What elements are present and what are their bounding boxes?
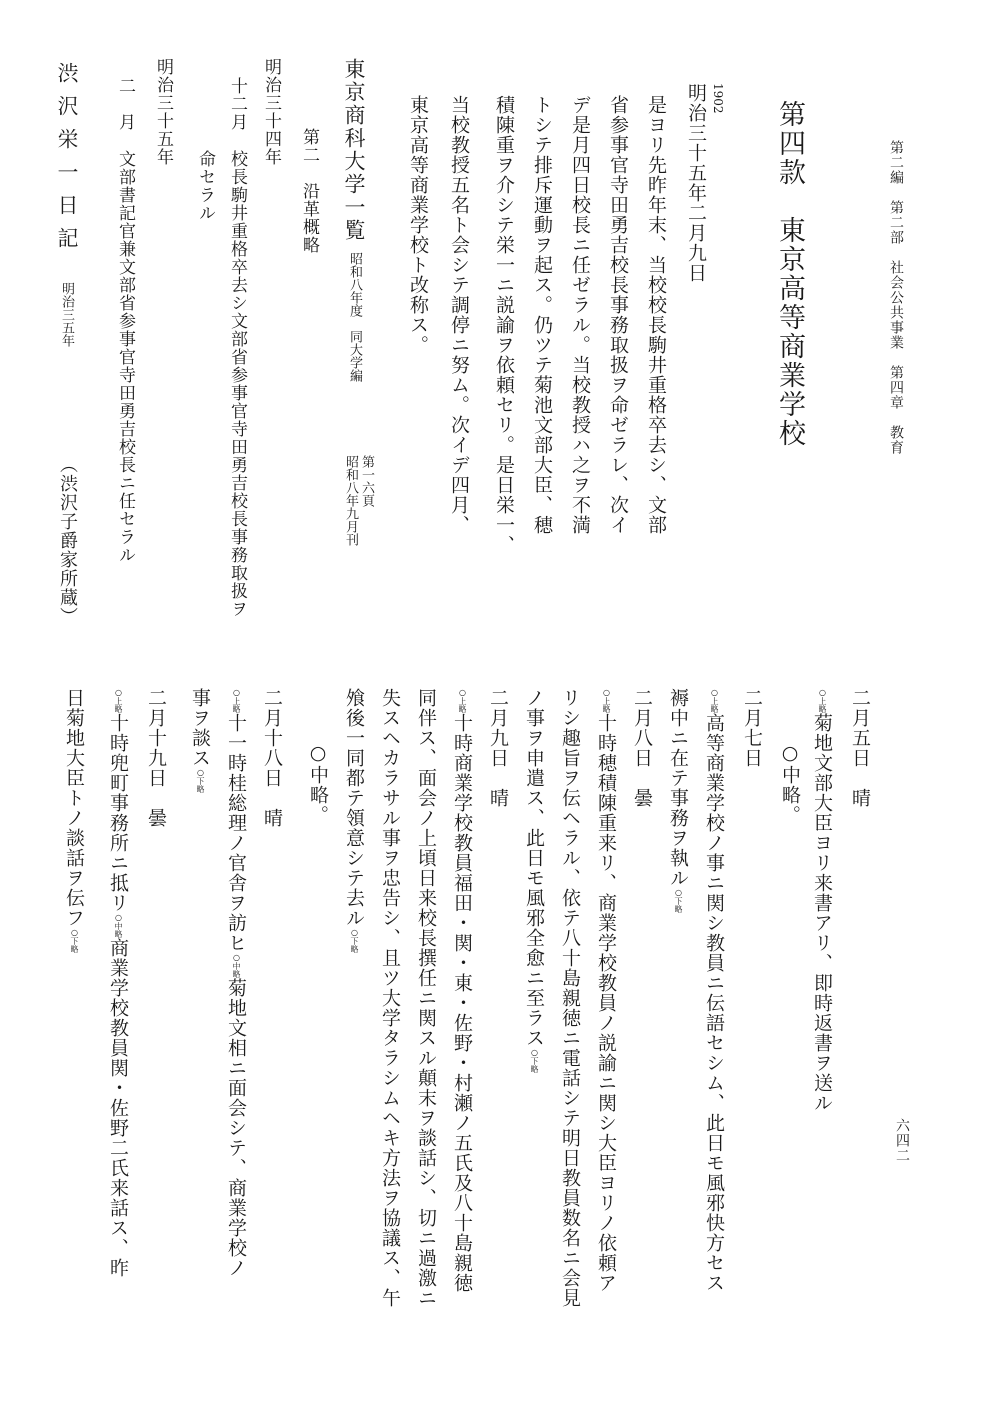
- omission-note: ○中略: [232, 953, 241, 978]
- diary-date: 二月五日 晴: [849, 688, 871, 808]
- western-year: 1902: [711, 83, 725, 114]
- omission-note: ○上略: [818, 688, 827, 713]
- diary-column: ○上略菊地文部大臣ヨリ来書アリ、即時返書ヲ送ル: [811, 688, 833, 1113]
- entry-date: 明治三十五年二月九日: [685, 83, 707, 283]
- record-text: 文部書記官兼文部省参事官寺田勇吉校長ニ任セラル: [115, 150, 135, 564]
- diary-year: 明治三五年: [59, 282, 74, 347]
- running-head: 第二編 第二部 社会公共事業 第四章 教育: [888, 140, 904, 455]
- page-number: 六四二: [894, 1118, 910, 1163]
- entry-line: デ是月四日校長ニ任ゼラル。当校教授ハ之ヲ不満: [569, 95, 591, 535]
- diary-date: 二月十九日 曇: [145, 688, 167, 828]
- omission-note: ○上略: [114, 688, 123, 713]
- diary-column: 失スヘカラサル事ヲ忠告シ、且ツ大学タラシムヘキ方法ヲ協議ス、午: [379, 688, 401, 1308]
- omission-note: ○下略: [70, 928, 79, 953]
- section-title: 第四款 東京高等商業学校: [774, 100, 805, 448]
- month-label: 十二月: [227, 77, 247, 131]
- year-heading: 明治三十四年: [261, 58, 281, 166]
- source-title: 東京商科大学一覧: [342, 58, 366, 242]
- source-subhead: 第二 沿革概略: [299, 128, 319, 254]
- diary-column: ノ事ヲ申遣ス、此日モ風邪全愈ニ至ラス○下略: [523, 688, 545, 1073]
- diary-column: 飧後一同都テ領意シテ去ル○下略: [343, 688, 365, 953]
- source-edition: 昭和八年度 同大学編: [347, 252, 362, 382]
- diary-column: ○上略十一時桂総理ノ官舎ヲ訪ヒ○中略菊地文相ニ面会シテ、商業学校ノ: [225, 688, 247, 1278]
- record-text: 命セラル: [195, 150, 215, 222]
- entry-line: 積陳重ヲ介シテ栄一ニ説諭ヲ依頼セリ。是日栄一、: [493, 95, 515, 555]
- omission-note: ○上略: [232, 688, 241, 713]
- diary-column: ○上略十時兜町事務所ニ抵リ○中略商業学校教員関・佐野二氏来話ス、昨: [107, 688, 129, 1278]
- omission-note: ○下略: [196, 768, 205, 793]
- omission-note: ○上略: [458, 688, 467, 713]
- entry-line: 東京高等商業学校ト改称ス。: [407, 95, 429, 355]
- diary-title: 渋沢栄一日記: [55, 62, 79, 260]
- source-page-ref: 第一六頁: [359, 455, 374, 507]
- month-label: 二 月: [115, 77, 135, 131]
- entry-line: 省参事官寺田勇吉校長事務取扱ヲ命ゼラレ、次イ: [607, 95, 629, 535]
- diary-column: ○上略高等商業学校ノ事ニ関シ教員ニ伝語セシム、此日モ風邪快方セス: [703, 688, 725, 1293]
- diary-date: 二月七日: [741, 688, 763, 768]
- diary-column: 同伴ス、面会ノ上頃日来校長撰任ニ関スル顛末ヲ談話シ、切ニ過激ニ: [415, 688, 437, 1308]
- omission-note: ○上略: [710, 688, 719, 713]
- omission-marker: ○中略。: [307, 722, 329, 825]
- source-pub-date: 昭和八年九月刊: [343, 455, 358, 546]
- diary-date: 二月十八日 晴: [261, 688, 283, 828]
- diary-column: リシ趣旨ヲ伝ヘラル、依テ八十島親徳ニ電話シテ明日教員数名ニ会見: [559, 688, 581, 1308]
- diary-column: ○上略十時商業学校教員福田・関・東・佐野・村瀬ノ五氏及八十島親徳: [451, 688, 473, 1293]
- omission-note: ○下略: [350, 928, 359, 953]
- diary-column: 日菊地大臣トノ談話ヲ伝フ○下略: [63, 688, 85, 953]
- omission-marker: ○中略。: [779, 722, 801, 825]
- omission-note: ○下略: [530, 1048, 539, 1073]
- diary-date: 二月九日 晴: [487, 688, 509, 808]
- year-heading: 明治三十五年: [153, 58, 173, 166]
- diary-column: 事ヲ談ス○下略: [189, 688, 211, 793]
- entry-line: 当校教授五名ト会シテ調停ニ努ム。次イデ四月、: [448, 95, 470, 535]
- entry-line: 是ヨリ先昨年末、当校校長駒井重格卒去シ、文部: [645, 95, 667, 535]
- diary-column: ○上略十時穂積陳重来リ、商業学校教員ノ説諭ニ関シ大臣ヨリノ依頼ア: [595, 688, 617, 1293]
- diary-column: 褥中ニ在テ事務ヲ執ル○下略: [667, 688, 689, 913]
- diary-date: 二月八日 曇: [631, 688, 653, 808]
- entry-line: トシテ排斥運動ヲ起ス。仍ツテ菊池文部大臣、穂: [531, 95, 553, 535]
- diary-owner: （渋沢子爵家所蔵）: [57, 455, 78, 626]
- omission-note: ○中略: [114, 913, 123, 938]
- record-text: 校長駒井重格卒去シ文部省参事官寺田勇吉校長事務取扱ヲ: [227, 150, 247, 618]
- omission-note: ○下略: [674, 888, 683, 913]
- omission-note: ○上略: [602, 688, 611, 713]
